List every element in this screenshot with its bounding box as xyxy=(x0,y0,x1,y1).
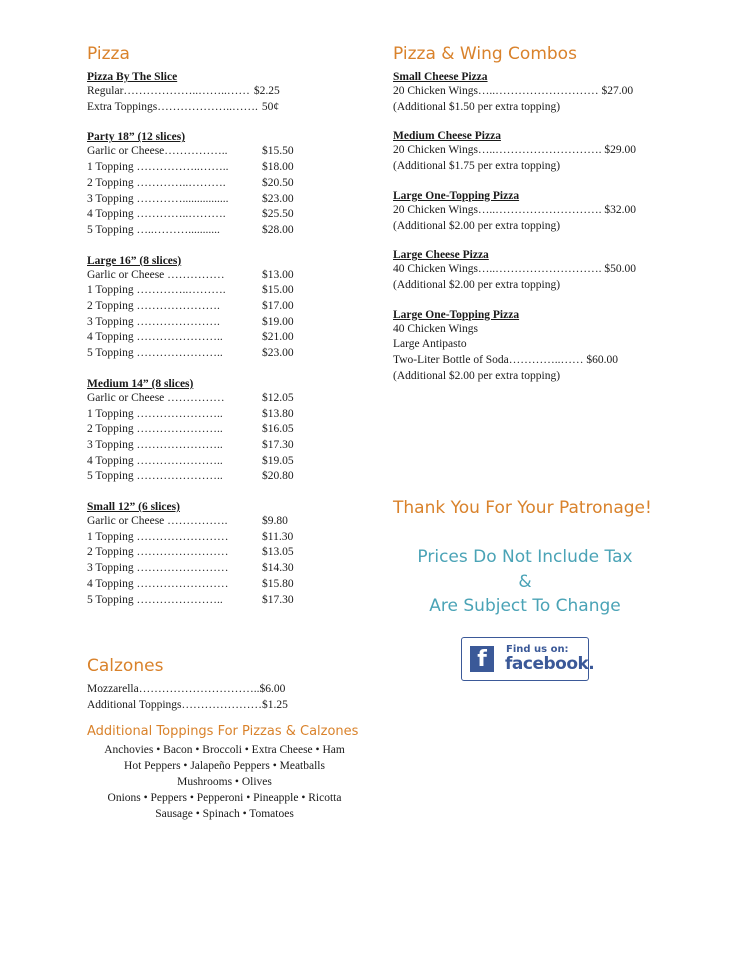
toppings-line: Anchovies • Bacon • Broccoli • Extra Cheese • Ham xyxy=(104,744,345,756)
combo-heading: Medium Cheese Pizza xyxy=(393,130,501,143)
menu-row xyxy=(87,698,387,714)
section-heading: Small 12” (6 slices) xyxy=(87,501,180,514)
item-label: 3 Topping …………………… xyxy=(87,562,229,575)
pizza-size-section xyxy=(87,377,387,485)
toppings-line: Onions • Peppers • Pepperoni • Pineapple • Ricotta xyxy=(107,792,342,804)
menu-row xyxy=(87,330,387,346)
combo-heading: Large One-Topping Pizza xyxy=(393,189,520,202)
menu-row xyxy=(87,160,387,176)
toppings-line: Mushrooms • Olives xyxy=(177,776,272,788)
menu-row xyxy=(87,545,387,561)
item-price: $6.00 xyxy=(259,683,286,695)
item-label: 1 Topping …………..………. xyxy=(87,284,226,297)
menu-row xyxy=(87,469,387,485)
menu-row xyxy=(87,207,387,223)
additional-toppings-title: Additional Toppings For Pizzas & Calzones xyxy=(87,724,359,739)
item-label: 4 Topping ………………….. xyxy=(87,331,223,344)
item-price: $13.05 xyxy=(262,546,294,559)
menu-row xyxy=(87,283,387,299)
combo-item xyxy=(393,70,713,115)
item-label: Extra Toppings………………..……. xyxy=(87,100,258,113)
menu-row xyxy=(87,561,387,577)
item-price: $14.30 xyxy=(262,562,294,575)
combos-column xyxy=(393,44,713,398)
item-price: $23.00 xyxy=(262,192,294,205)
combo-line: (Additional $2.00 per extra topping) xyxy=(393,278,561,291)
combo-item xyxy=(393,308,713,385)
item-price: $23.00 xyxy=(262,347,294,360)
combo-line: 40 Chicken Wings xyxy=(393,322,478,335)
combo-heading: Small Cheese Pizza xyxy=(393,71,488,83)
toppings-line: Hot Peppers • Jalapeño Peppers • Meatballs xyxy=(124,760,325,772)
tax-line: & xyxy=(518,571,532,592)
menu-row xyxy=(87,530,387,546)
combos-title: Pizza & Wing Combos xyxy=(393,44,577,64)
combo-line: 40 Chicken Wings…..………………………. $50.00 xyxy=(393,263,637,276)
menu-row xyxy=(87,100,387,116)
item-price: $12.05 xyxy=(262,391,294,404)
menu-row xyxy=(87,577,387,593)
menu-row xyxy=(87,299,387,315)
item-price: $20.50 xyxy=(262,176,294,189)
tax-notice xyxy=(400,545,650,619)
item-label: 4 Topping …………………… xyxy=(87,577,229,590)
item-price: $25.50 xyxy=(262,208,294,221)
item-label: Mozzarella………………………….. xyxy=(87,683,260,695)
item-label: 5 Topping ………………….. xyxy=(87,347,223,360)
pizza-title: Pizza xyxy=(87,44,130,64)
item-label: 2 Topping ………………….. xyxy=(87,423,223,436)
item-price: $17.30 xyxy=(262,438,294,451)
combo-line: Two-Liter Bottle of Soda…………..…… $60.00 xyxy=(393,354,619,367)
item-label: 3 Topping ………………….. xyxy=(87,438,223,451)
menu-row xyxy=(87,84,387,100)
menu-row xyxy=(87,315,387,331)
menu-row xyxy=(87,422,387,438)
item-price: 50¢ xyxy=(261,100,280,113)
menu-row xyxy=(87,438,387,454)
menu-row xyxy=(87,454,387,470)
combo-line: (Additional $2.00 per extra topping) xyxy=(393,369,561,382)
menu-row xyxy=(87,593,387,609)
item-label: 4 Topping ………………….. xyxy=(87,454,223,467)
item-price: $1.25 xyxy=(262,698,288,711)
tax-line: Are Subject To Change xyxy=(429,596,621,616)
pizza-size-section xyxy=(87,500,387,608)
item-label: 3 Topping …………................ xyxy=(87,192,229,205)
pizza-size-section xyxy=(87,70,387,115)
item-label: 5 Topping ………………….. xyxy=(87,470,223,483)
menu-row xyxy=(87,223,387,239)
item-label: 1 Topping ………………….. xyxy=(87,407,223,420)
combo-item xyxy=(393,189,713,234)
combo-item xyxy=(393,129,713,174)
calzones-section xyxy=(87,656,387,713)
item-label: 2 Topping …………………. xyxy=(87,300,220,313)
item-price: $16.05 xyxy=(262,423,294,436)
item-label: Garlic or Cheese …………… xyxy=(87,268,225,281)
item-price: $19.00 xyxy=(262,315,294,328)
item-price: $11.30 xyxy=(262,530,294,543)
item-label: Additional Toppings………………… xyxy=(87,698,262,711)
combo-line: (Additional $1.50 per extra topping) xyxy=(393,100,561,113)
item-price: $13.80 xyxy=(262,407,294,420)
tax-line: Prices Do Not Include Tax xyxy=(417,547,633,567)
facebook-wordmark: facebook. xyxy=(505,654,595,674)
facebook-find-text: Find us on: xyxy=(506,644,569,655)
item-price: $20.80 xyxy=(262,470,294,483)
item-price: $9.80 xyxy=(262,515,288,528)
combo-line: 20 Chicken Wings…..……………………… $27.00 xyxy=(393,85,634,97)
facebook-icon: f xyxy=(470,646,494,672)
item-price: $18.00 xyxy=(262,161,294,174)
item-price: $2.25 xyxy=(253,85,280,97)
item-label: 1 Topping …………………… xyxy=(87,530,229,543)
item-label: Regular………………..……..…… xyxy=(87,85,250,97)
item-price: $19.05 xyxy=(262,454,294,467)
item-label: Garlic or Cheese …………… xyxy=(87,391,225,404)
combo-item xyxy=(393,248,713,293)
pizza-sections xyxy=(87,70,387,608)
facebook-badge[interactable] xyxy=(461,637,595,681)
item-price: $15.80 xyxy=(262,577,294,590)
menu-row xyxy=(87,346,387,362)
combo-heading: Large Cheese Pizza xyxy=(393,249,489,262)
section-heading: Large 16” (8 slices) xyxy=(87,254,182,267)
item-price: $15.50 xyxy=(262,145,294,158)
item-label: 5 Topping …..………........... xyxy=(87,223,220,236)
menu-row xyxy=(87,144,387,160)
combo-line: (Additional $1.75 per extra topping) xyxy=(393,160,561,173)
menu-row xyxy=(87,176,387,192)
pizza-column xyxy=(87,44,387,623)
section-heading: Pizza By The Slice xyxy=(87,71,178,83)
section-heading: Party 18” (12 slices) xyxy=(87,131,186,144)
menu-row xyxy=(87,192,387,208)
item-label: 2 Topping …………..………. xyxy=(87,176,226,189)
pizza-size-section xyxy=(87,130,387,238)
item-price: $17.00 xyxy=(262,300,294,313)
item-price: $13.00 xyxy=(262,268,294,281)
item-price: $21.00 xyxy=(262,331,294,344)
item-label: 4 Topping …………..………. xyxy=(87,208,226,221)
item-label: 2 Topping …………………… xyxy=(87,546,229,559)
item-price: $28.00 xyxy=(262,223,294,236)
combo-heading: Large One-Topping Pizza xyxy=(393,308,520,321)
menu-row xyxy=(87,268,387,284)
menu-row xyxy=(87,407,387,423)
combo-line: (Additional $2.00 per extra topping) xyxy=(393,219,561,232)
combo-line: 20 Chicken Wings…..………………………. $32.00 xyxy=(393,203,637,216)
menu-row xyxy=(87,682,387,698)
item-label: Garlic or Cheese ……………. xyxy=(87,515,228,528)
item-label: Garlic or Cheese…………….. xyxy=(87,145,228,158)
item-price: $15.00 xyxy=(262,284,294,297)
combo-line: Large Antipasto xyxy=(393,338,467,351)
section-heading: Medium 14” (8 slices) xyxy=(87,377,194,390)
menu-row xyxy=(87,391,387,407)
calzones-title: Calzones xyxy=(87,656,164,676)
item-label: 1 Topping ……………..…….. xyxy=(87,161,229,174)
combo-items xyxy=(393,70,713,384)
additional-toppings xyxy=(87,724,362,822)
toppings-line: Sausage • Spinach • Tomatoes xyxy=(155,808,294,820)
thanks-message: Thank You For Your Patronage! xyxy=(393,498,652,518)
menu-row xyxy=(87,514,387,530)
item-label: 3 Topping …………………. xyxy=(87,315,220,328)
combo-line: 20 Chicken Wings…..………………………. $29.00 xyxy=(393,144,637,157)
item-price: $17.30 xyxy=(262,593,294,606)
pizza-size-section xyxy=(87,254,387,362)
item-label: 5 Topping ………………….. xyxy=(87,593,223,606)
